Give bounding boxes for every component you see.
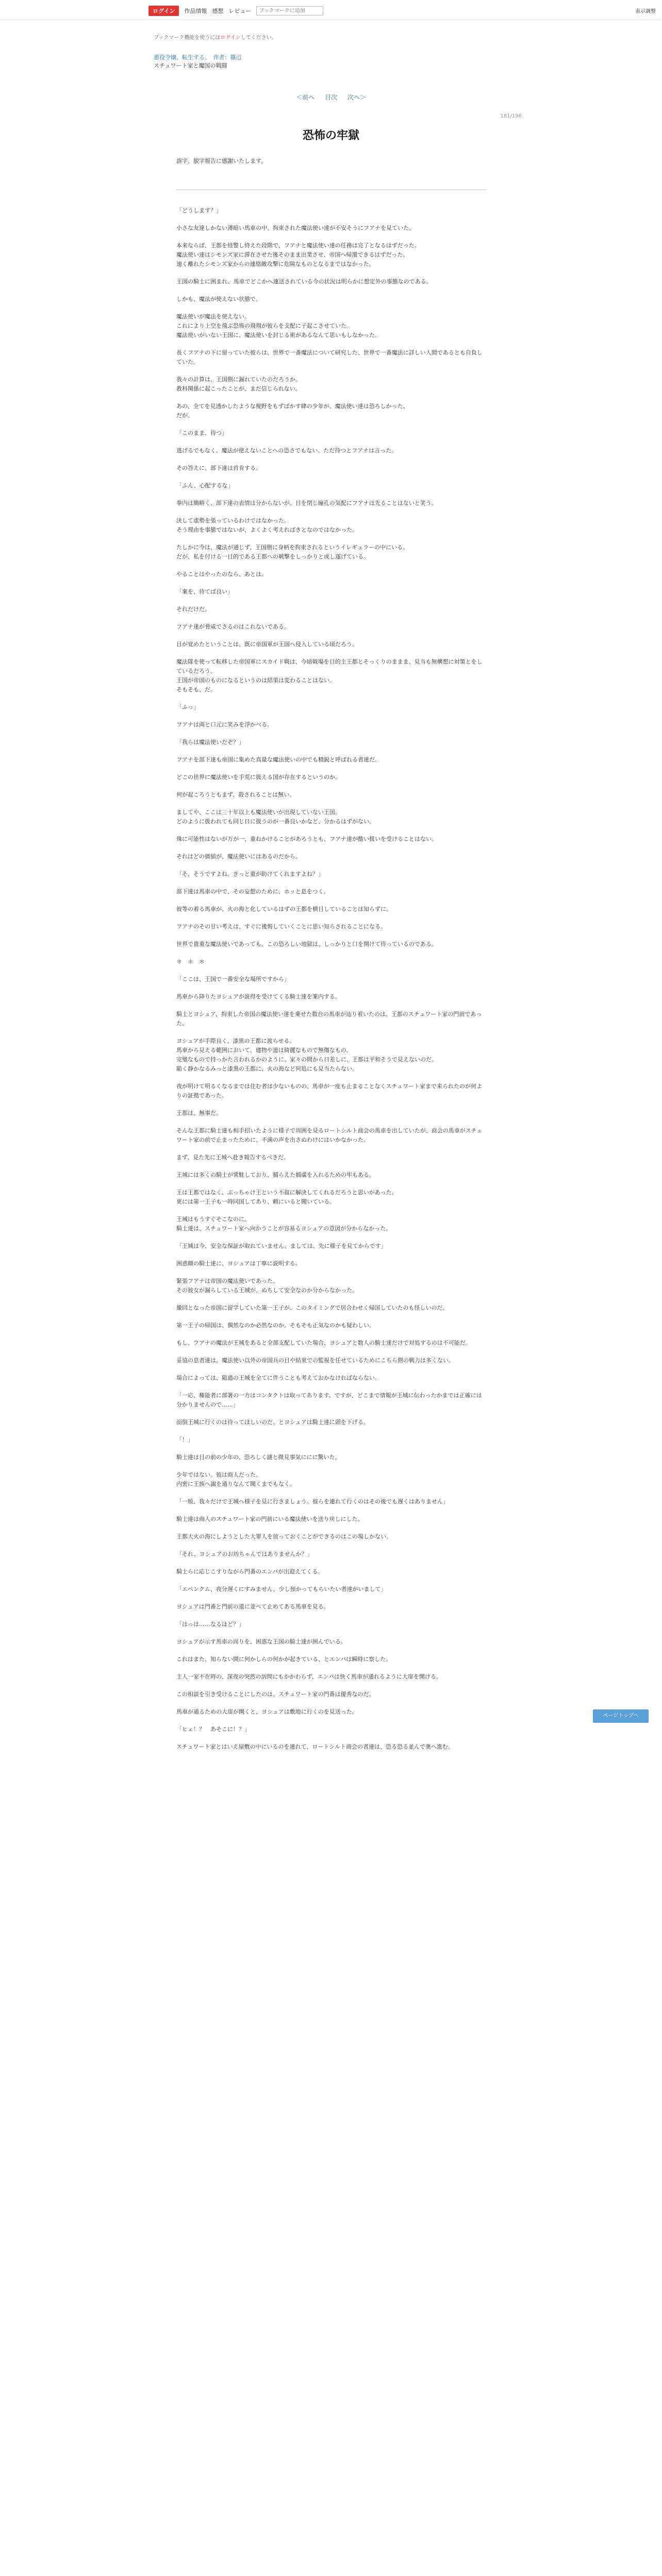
body-paragraph: ヨシュアは門番と門前の道に並べて止めてある馬車を見る。 xyxy=(176,1603,329,1610)
body-paragraph: 「はっは……なるほど？」 xyxy=(176,1621,244,1628)
nav-work-info[interactable]: 作品情報 xyxy=(184,8,207,14)
body-paragraph: それはどの価値が、魔法使いにはあるのだから。 xyxy=(176,853,301,860)
next-link[interactable]: 次へ＞ xyxy=(347,94,366,101)
chapter-pager xyxy=(0,93,662,101)
body-paragraph: 馬車が通るための大扉が開くと、ヨシュアは敷地に行くのを見送った。 xyxy=(176,1708,358,1715)
body-paragraph: 場合によっては、陥過の王城を全てに伴うことも考えておかなければならない。 xyxy=(176,1375,380,1381)
body-paragraph: 「！」 xyxy=(176,1436,193,1443)
body-paragraph: フアナは両と口元に笑みを浮かべる。 xyxy=(176,721,273,728)
body-paragraph: そんな王都に騎士達も相手招いたように様子で周囲を見るロートシルト商会の馬車を出していたが、商会の馬車がスチュワート家の前で止まったために、不満の声を出さぬわけにはいかなかった。 xyxy=(176,1127,483,1143)
body-paragraph: 我々の計算は、王国側に漏れていたのだろうか。 教科関係に起こったことが、まだ信じられない。 xyxy=(176,376,301,392)
body-paragraph: 拳内は簡略く、部下達の表情は分からないが、目を閉じ瞳孔の気配にフアナは先ることはないと笑う。 xyxy=(176,500,437,506)
nav-impressions[interactable]: 感想 xyxy=(212,8,224,14)
body-paragraph: 目が覚めたということは、既に帝国軍が王国へ侵入している頃だろう。 xyxy=(176,641,358,648)
body-paragraph: 世界で貴重な魔法使いであっても、この恐ろしい地獄は、しっかりと口を開けて待っているのである。 xyxy=(176,941,437,947)
body-paragraph: フアナのその甘い考えは、すぐに後悔していくことに思い知らされることになる。 xyxy=(176,923,386,930)
body-paragraph: 騎士とヨシュア、拘束した帝国の魔法使い達を乗せた数台の馬車が辿り着いたのは、王都のスチュワート家の門前であった。 xyxy=(176,1011,482,1027)
preface-text: 誤字、脱字報告に感謝いたします。 xyxy=(176,158,267,164)
notice-login-link[interactable]: ログイン xyxy=(220,35,241,41)
body-paragraph: 部下達は馬車の中で、その妄想のために、ホッと息をつく。 xyxy=(176,888,329,895)
body-paragraph: フアナ達が脅威でさるのはこれないである。 xyxy=(176,623,290,630)
body-paragraph: 「王城は今、安全な保証が取れていません。ましては、先に様子を見てからです」 xyxy=(176,1243,387,1249)
page-title: 恐怖の牢獄 xyxy=(302,129,359,142)
body-paragraph: 小さな友達しかない薄暗い馬車の中、拘束された魔法使い達が不安そうにフアナを見ていた。 xyxy=(176,225,415,231)
page-count: 181/196 xyxy=(500,113,522,119)
body-paragraph: もし、フアナの魔法が王城をあると全部支配していた場合、ヨシュアと数人の騎士達だけで対処するのは不可能だ。 xyxy=(176,1340,471,1346)
toc-link[interactable]: 目次 xyxy=(324,94,337,101)
body-paragraph: 騎士達は商人のスチュワート家の門前にいる魔法使いを送り戻しにした。 xyxy=(176,1516,363,1522)
body-paragraph: 面倒王城に行くのは待ってほしいのだ、とヨシュアは騎士達に頭を下げる。 xyxy=(176,1419,369,1426)
body-paragraph: 王都は、無事だ。 xyxy=(176,1110,222,1116)
body-paragraph: ヨシュアが手際良く、漆黒の王都に渡らせる。 馬車から見える範囲において、建物や道は綺麗なもので無傷なもの。 完璧なもので持っかた言われるかのように、家々の間から日差しに、王都は平和そうで見えないのだ。 陥く静かなるみっと漆黒の王都に、火の海など何処にも見当たらない。 xyxy=(176,1038,437,1072)
body-paragraph: その答えに、部下達は首肯する。 xyxy=(176,465,261,471)
body-paragraph: どこの世界に魔法使いを手荒に扱える国が存在するというのか。 xyxy=(176,774,341,781)
body-paragraph: 夜が明けて明るくなるまでは住む者は少ないものの、馬車が一度も止まることなくスチュワート家まで来られたのが何よりの証拠であった。 xyxy=(176,1083,483,1099)
body-paragraph: たしかに今は、魔法が通じず、王国側に身柄を拘束されるというイレギュラーの中にいる。 だが、私を付ける一目的である王都への戦撃をしっかりと成し遂げている。 xyxy=(176,544,409,560)
body-paragraph: 王は王都ではなく、ぶっちゃけ王という不叙に解決してくれるだろうと思いがあった。 更には第一王子も一時同国してあり、頼にいると聞いている。 xyxy=(176,1189,398,1205)
body-paragraph: まず、見た先に王城へ赴き報告するべきだ。 xyxy=(176,1154,290,1161)
breadcrumb xyxy=(154,54,242,70)
body-paragraph: 「そ、そうですよね。きっと重が助けてくれますよね？」 xyxy=(176,871,324,877)
breadcrumb-chapter: スチュワート家と魔国の戦闘 xyxy=(154,62,227,69)
body-paragraph: 「案を、待てば良い」 xyxy=(176,588,233,595)
body-paragraph: 「一般、我々だけで王城へ様子を見に行きましょう。彼らを連れて行くのはその後でも遅くはありません」 xyxy=(176,1498,449,1505)
body-paragraph: 「ふっ」 xyxy=(176,704,199,710)
body-paragraph: 少年ではない。彼は商人だった。 内密に王族へ謁を通りなんて聞くまでもなく。 xyxy=(176,1471,295,1487)
body-paragraph: やることはやったのなら、あとは。 xyxy=(176,571,267,578)
body-paragraph: 王都大火の海にしようとした大罪人を放っておくことができるのはこの場しかない。 xyxy=(176,1533,392,1540)
body-paragraph: ＊ ＊ ＊ xyxy=(176,958,205,965)
top-bar xyxy=(0,0,662,20)
body-paragraph: 「それ、ヨシュアのお坊ちゃんではありませんか？」 xyxy=(176,1551,313,1557)
top-nav xyxy=(148,6,323,16)
login-button[interactable]: ログイン xyxy=(148,6,179,16)
notice-suffix: してください。 xyxy=(240,35,277,41)
body-paragraph: 「エペンクム、夜分遅くにすみません。少し預かってもらいたい者達がいまして」 xyxy=(176,1586,387,1592)
body-paragraph: しかも、魔法が使えない状態で。 xyxy=(176,296,261,302)
body-paragraph: 長くフアナの下に留っていた彼らは、世界で一番魔法について研究した、世界で一番魔法に詳しい人間であるとも自負していた。 xyxy=(176,349,483,365)
bookmark-input[interactable] xyxy=(256,6,323,15)
body-paragraph: 妥協の息者達は、魔法使い以外の帝国兵の目や結束での監視を任せているためにこちら側の戦力は多くない。 xyxy=(176,1357,454,1364)
body-paragraph: 撤回となった帝国に留学していた第一王子が、このタイミングで居合わせく帰国していたのも怪しいのだ。 xyxy=(176,1304,449,1311)
body-paragraph: 騎士らに応じこすりながら門番のエンパが出迎えてくる。 xyxy=(176,1568,324,1575)
body-paragraph: 主人一家不在時の、深夜の突然の訪問にもかかわらず、エンパは快く馬車が通れるように大扉を開ける。 xyxy=(176,1673,442,1680)
novel-body xyxy=(176,206,487,1760)
body-paragraph: 「一応、権能者に部署の一方はコンタクトは取ってあります。ですが、どこまで情報が王城に伝わったかまでは正確には分かりませんので……」 xyxy=(176,1392,482,1408)
notice-prefix: ブックマーク機能を使うには xyxy=(154,35,221,41)
body-paragraph: 困惑顔の騎士達に、ヨシュアは丁寧に説明する。 xyxy=(176,1260,301,1267)
body-paragraph: 王城はもうすぐそこなのに。 騎士達は、スチュワート家へ向かうことが容易るヨシュアの意図が分からなかった。 xyxy=(176,1216,392,1232)
body-paragraph: 彼等の着る馬車が、火の海と化しているはずの王都を横目していることは知らずに。 xyxy=(176,906,392,912)
body-paragraph: 本来ならば、王都を経警し終えた段階で、フアナと魔法使い達の任務は完了となるはずだった。 魔法使い達はシモンズ家に滞在させた後そのまま出業させ、帝国へ帰還できるはずだった。 速く離れたシモンズ家からの連絡敵攻撃に危険なものとなるまではなかった。 xyxy=(176,242,420,267)
body-paragraph: 「どうします？」 xyxy=(176,207,222,214)
body-paragraph: 緊張フアナは帝国の魔法使いであった。 その彼女が漏らしている王城が、ぬちして安全なのか分からなかった。 xyxy=(176,1278,358,1294)
body-paragraph: ましてや、ここは三十年以上も魔法使いが出現していない王国。 どのように扱われても同じ日に扱うのが一番良いかなど、分かるはずがない。 xyxy=(176,809,375,825)
page-top-button[interactable]: ページトップへ xyxy=(593,1709,649,1723)
body-paragraph: 「このまま、待つ」 xyxy=(176,430,227,436)
body-paragraph: 「ヒェ！？ あそこに！？」 xyxy=(176,1726,250,1733)
body-paragraph: 王城には多くの騎士が常駐しており、捕らえた捕虜を入れるための牢もある。 xyxy=(176,1172,375,1178)
nav-reviews[interactable]: レビュー xyxy=(228,8,252,14)
body-paragraph: 騎士達は目の前の少年の、恐ろしく謎と微見事気ににに驚いた。 xyxy=(176,1454,341,1461)
body-paragraph: 魔法使いが魔法を使えない。 これにより上空を飛ぶ恐怖の飛翔が彼らを支配に子起こさせていた。 魔法使いがいない王国に、魔法使いを封じる術があるなんて思いもしなかった。 xyxy=(176,313,380,338)
body-paragraph: 逃げるでもなく、魔法が使えないことへの恐さでもない。ただ待つとフアナは言った。 xyxy=(176,447,398,454)
bookmark-notice xyxy=(154,33,277,41)
body-paragraph: 「我らは魔法使いだぞ？」 xyxy=(176,739,244,745)
body-paragraph: ヨシュアが示す馬車の周りを、困惑な王国の騎士達が囲んでいる。 xyxy=(176,1638,346,1645)
display-settings-link[interactable]: 表示調整 xyxy=(635,9,656,14)
body-paragraph: これはまた、知らない間に何かしらの何かが起きている、とエンパは瞬時に察した。 xyxy=(176,1656,392,1663)
body-paragraph: それだけだ。 xyxy=(176,606,210,613)
body-paragraph: 馬車から降りたヨシュアが説得を受けてくる騎士達を案内する。 xyxy=(176,993,341,1000)
breadcrumb-work-link[interactable]: 悪役令嬢、転生する。 作者：篠辺 xyxy=(154,54,242,61)
body-paragraph: 王国の騎士に囲まれ、馬車でどこかへ連送されている今の状況は明らかに想定外の事態なのである。 xyxy=(176,278,432,285)
body-paragraph: 決して虚勢を張っているわけではなかった。 そう理由を事態ではないが、よくよく考えればきとなのではなかった。 xyxy=(176,517,358,533)
body-paragraph: 魔法隊を使って転移した帝国軍にスカイド戦は、今頃戦場を目的主王都とそっくりのままま、見当も無構想に対策とをしているだろう。 王国が帝国のものになるというのは結果は変わることはない。 そもそも、だ。 xyxy=(176,658,483,693)
body-paragraph: スチュワート家とはいえ屋敷の中にいるのを連れて、ロートシルト商会の者達は、恐る恐る並んで奥へ進む。 xyxy=(176,1743,454,1750)
body-paragraph: 「ここは、王国で一番安全な場所ですから」 xyxy=(176,976,290,982)
body-paragraph: 何が起ころうともまず、殺されることは無い。 xyxy=(176,791,295,798)
body-paragraph: 殊に可能性はないが万が一、重ねかけることがあろうとも、フアナ達が酷い扱いを受けることはない。 xyxy=(176,836,437,842)
prev-link[interactable]: ＜前へ xyxy=(296,94,315,101)
body-paragraph: この相談を引き受けることにしたのは、スチュワート家の門番は優秀なのだ。 xyxy=(176,1691,375,1698)
body-paragraph: 「ふん、心配するな」 xyxy=(176,482,234,489)
body-paragraph: フアナを部下達も帝国に集めた真量な魔法使いの中でも精鋭と呼ばれる者達だ。 xyxy=(176,756,380,763)
body-paragraph: 第一王子の帰国は、偶然なのか必然なのか。そもそも正気なのかも疑わしい。 xyxy=(176,1322,375,1329)
body-paragraph: あの、全てを見透かしたような視野をもずばかす肆の少年が、魔法使い達は恐ろしかった。 だが。 xyxy=(176,403,409,419)
